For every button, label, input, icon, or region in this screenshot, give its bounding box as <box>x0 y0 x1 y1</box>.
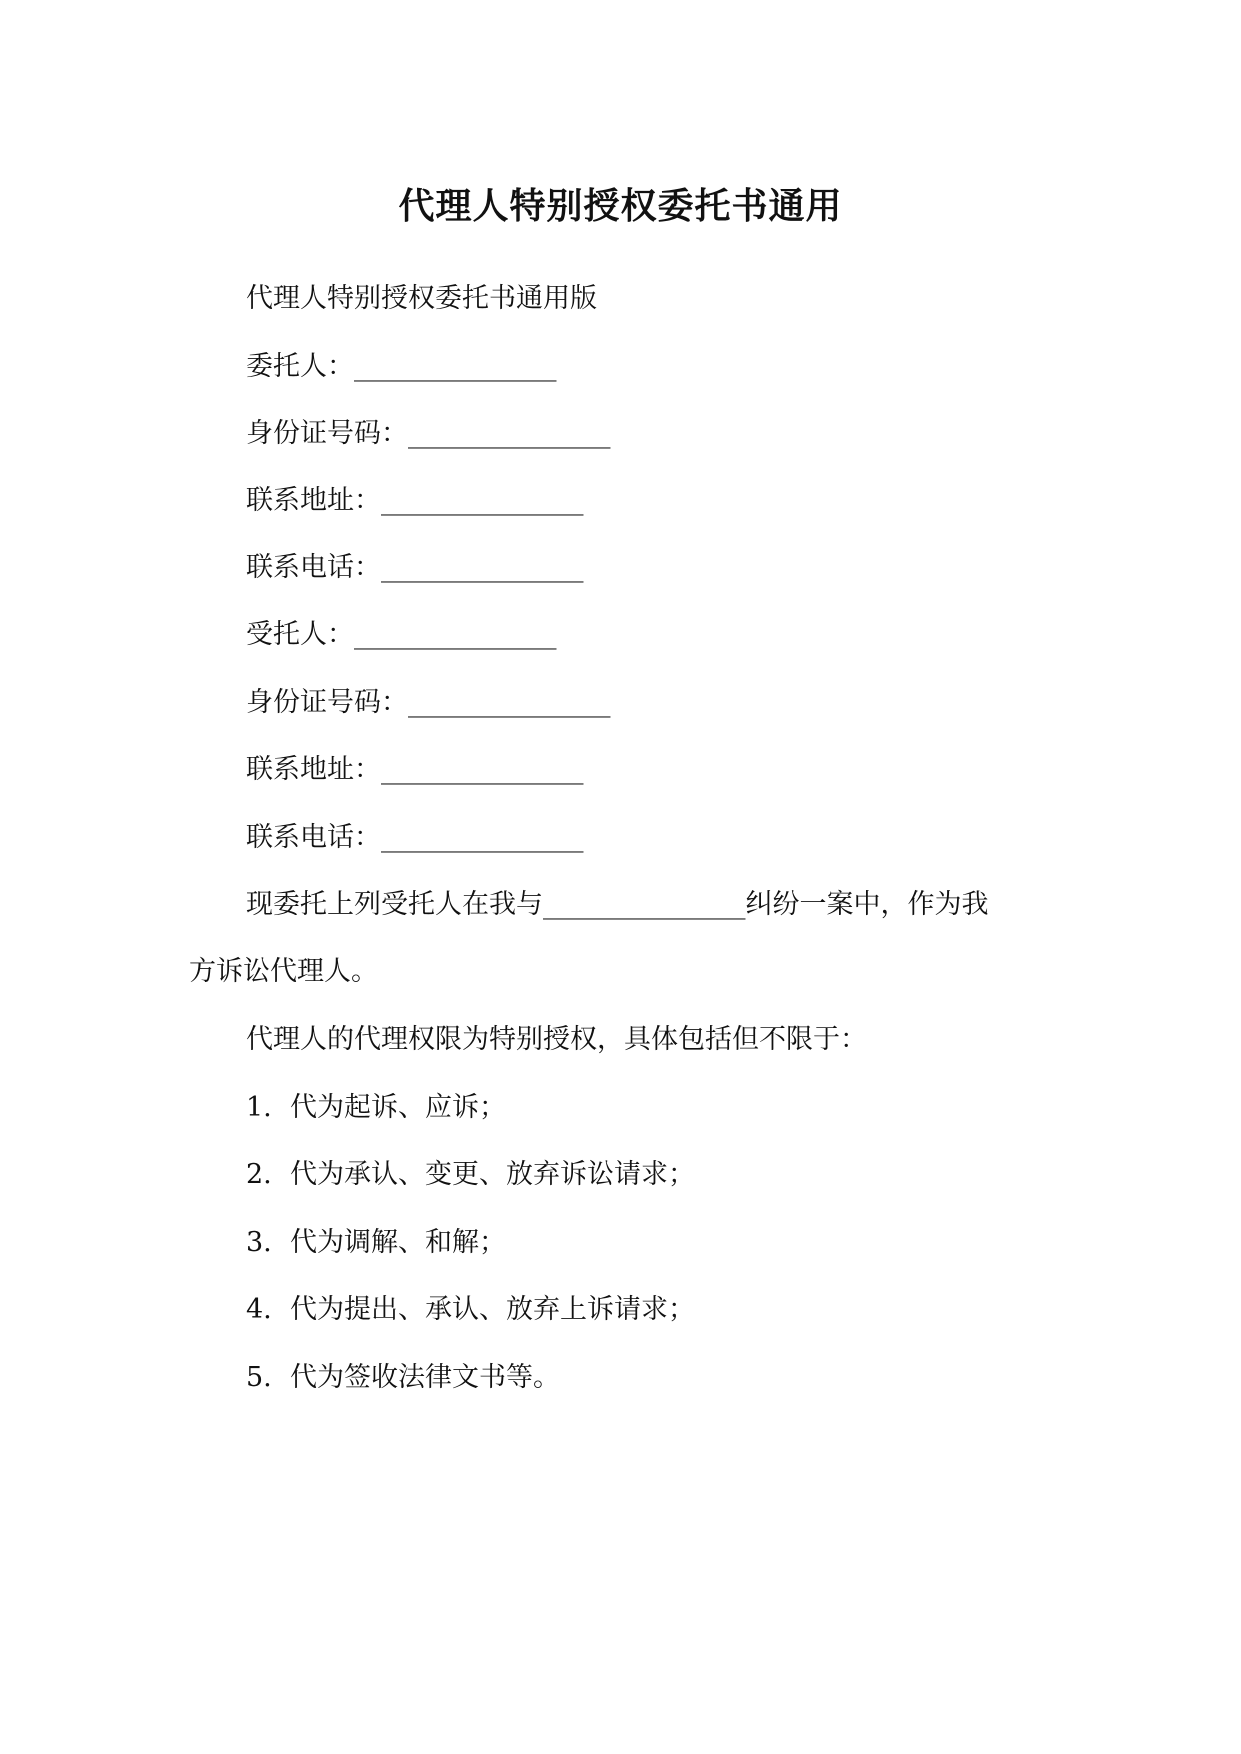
agent-id-line: 身份证号码：_______________ <box>246 687 611 718</box>
agent-phone-line: 联系电话：_______________ <box>246 822 584 853</box>
list-item-text: 代为承认、变更、放弃诉讼请求； <box>290 1159 695 1190</box>
principal-address-line: 联系地址：_______________ <box>246 485 584 516</box>
scope-intro: 代理人的代理权限为特别授权，具体包括但不限于： <box>246 1024 867 1055</box>
document-title: 代理人特别授权委托书通用 <box>398 185 843 227</box>
document-subtitle: 代理人特别授权委托书通用版 <box>246 283 597 314</box>
list-item <box>246 1225 506 1261</box>
principal-name-line: 委托人：_______________ <box>246 351 557 382</box>
list-item <box>246 1157 695 1193</box>
list-item <box>246 1292 695 1328</box>
list-item-number: 3. <box>246 1227 272 1258</box>
agent-address-line: 联系地址：_______________ <box>246 754 584 785</box>
entrust-paragraph-line2: 方诉讼代理人。 <box>189 956 378 987</box>
list-item-number: 4. <box>246 1294 272 1325</box>
list-item-number: 5. <box>246 1362 272 1393</box>
list-item-number: 2. <box>246 1159 272 1190</box>
list-item-number: 1. <box>246 1092 272 1123</box>
list-item <box>246 1090 506 1126</box>
list-item-text: 代为签收法律文书等。 <box>290 1362 560 1393</box>
list-item <box>246 1360 560 1396</box>
agent-name-line: 受托人：_______________ <box>246 619 557 650</box>
entrust-paragraph-line1: 现委托上列受托人在我与_______________纠纷一案中，作为我 <box>246 889 989 920</box>
list-item-text: 代为提出、承认、放弃上诉请求； <box>290 1294 695 1325</box>
list-item-text: 代为起诉、应诉； <box>290 1092 506 1123</box>
principal-phone-line: 联系电话：_______________ <box>246 552 584 583</box>
principal-id-line: 身份证号码：_______________ <box>246 418 611 449</box>
list-item-text: 代为调解、和解； <box>290 1227 506 1258</box>
